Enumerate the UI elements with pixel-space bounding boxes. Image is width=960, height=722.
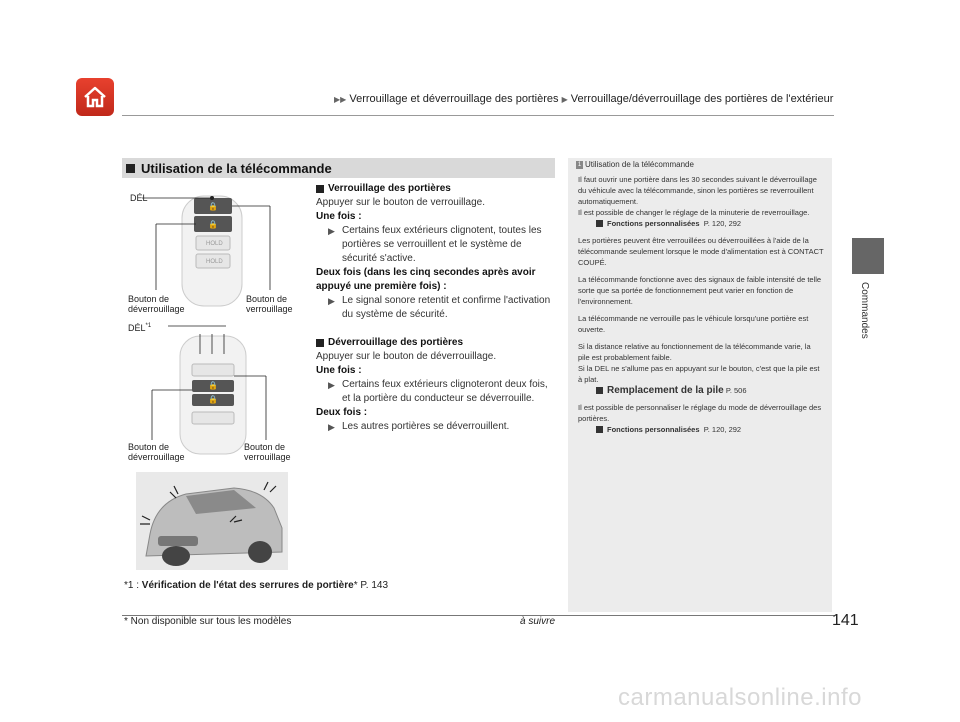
- lock-twice-text: ▶ Le signal sonore retentit et confirme l'activation du système de sécurité.: [328, 295, 551, 320]
- breadcrumb-arrow-icon: ▶▶: [334, 95, 347, 104]
- sidebar-paragraph: La télécommande fonctionne avec des signaux de faible intensité de telle sorte que sa portée de fonctionnement peut varier en fonction de l'environnement.: [578, 275, 822, 306]
- page-number: 141: [832, 612, 859, 629]
- cross-reference[interactable]: Fonctions personnalisées P. 120, 292: [578, 424, 824, 435]
- section-tab-label: Commandes: [859, 282, 870, 339]
- footnote: * Non disponible sur tous les modèles: [124, 616, 292, 627]
- main-instructions: [316, 182, 556, 434]
- footnote-reference: *1 : Vérification de l'état des serrures de portière* P. 143: [124, 580, 389, 591]
- twice-label: Deux fois (dans les cinq secondes après avoir appuyé une première fois) :: [316, 267, 536, 292]
- section-tab-marker[interactable]: [852, 238, 884, 274]
- home-icon: [82, 85, 108, 109]
- reference-icon: [596, 426, 603, 433]
- unlock-button-label: Bouton de déverrouillage: [128, 294, 185, 314]
- sidebar-paragraph: Les portières peuvent être verrouillées ou déverrouillées à l'aide de la télécommande seulement lorsque le mode d'alimentation est à CONTACT COUPÉ.: [578, 236, 824, 267]
- lock-once-text: ▶ Certains feux extérieurs clignotent, toutes les portières se verrouillent et le système de sécurité s'active.: [328, 225, 542, 264]
- square-bullet-icon: [316, 339, 324, 347]
- hold-label: HOLD: [206, 259, 223, 265]
- once-label: Une fois :: [316, 365, 362, 376]
- reference-icon: [596, 220, 603, 227]
- square-bullet-icon: [316, 185, 324, 193]
- lock-button-label: Bouton de verrouillage: [246, 294, 293, 314]
- unlock-intro: Appuyer sur le bouton de déverrouillage.: [316, 351, 497, 362]
- once-label: Une fois :: [316, 211, 362, 222]
- lock-icon: 🔒: [208, 220, 218, 229]
- led-label: DÉL$^{*1}$: [128, 323, 152, 333]
- watermark: carmanualsonline.info: [618, 684, 862, 711]
- lock-icon: 🔒: [208, 395, 218, 404]
- triangle-arrow-icon: ▶: [328, 226, 335, 236]
- continued-label: à suivre: [520, 616, 556, 627]
- section-title-text: Utilisation de la télécommande: [141, 160, 332, 176]
- cross-reference[interactable]: Remplacement de la pile P. 506: [578, 385, 824, 396]
- lock-button-label: Bouton de verrouillage: [244, 442, 291, 462]
- sidebar-paragraph: Il est possible de personnaliser le réglage du mode de déverrouillage des portières. Fonctions personnalisées P. 120, 292: [576, 402, 824, 435]
- lock-intro: Appuyer sur le bouton de verrouillage.: [316, 197, 485, 208]
- triangle-arrow-icon: ▶: [328, 380, 335, 390]
- led-label: DÉL: [130, 193, 148, 203]
- lock-icon: 🔒: [208, 381, 218, 390]
- footnote-page[interactable]: P. 143: [360, 580, 389, 591]
- note-icon: 1: [577, 161, 582, 168]
- unlock-button-label: Bouton de déverrouillage: [128, 442, 185, 462]
- breadcrumb-part-1[interactable]: Verrouillage et déverrouillage des portières: [349, 93, 559, 105]
- hold-label: HOLD: [206, 241, 223, 247]
- header-divider: [122, 115, 834, 116]
- breadcrumb-arrow-icon: ▶: [561, 95, 568, 104]
- reference-icon: [596, 387, 603, 394]
- sidebar-paragraph: Il faut ouvrir une portière dans les 30 secondes suivant le déverrouillage du véhicule avec la télécommande, sinon les portières se reverrouillent automatiquement. Il est possible de changer le réglage de la minuterie de reverrouillage. Fonctions personnalisées P. 120, 292: [576, 174, 824, 229]
- sidebar-notes: [568, 158, 832, 612]
- home-button[interactable]: [76, 78, 114, 116]
- square-bullet-icon: [126, 164, 135, 173]
- triangle-arrow-icon: ▶: [328, 422, 335, 432]
- lock-heading: Verrouillage des portières: [316, 182, 556, 196]
- unlock-once-text: ▶ Certains feux extérieurs clignoteront deux fois, et la portière du conducteur se déverrouille.: [328, 379, 548, 404]
- sidebar-title: 1 Utilisation de la télécommande: [577, 160, 694, 169]
- twice-label: Deux fois :: [316, 407, 368, 418]
- cross-reference[interactable]: Fonctions personnalisées P. 120, 292: [578, 218, 824, 229]
- breadcrumb-part-2[interactable]: Verrouillage/déverrouillage des portières de l'extérieur: [570, 93, 834, 105]
- footnote-link[interactable]: Vérification de l'état des serrures de portière: [141, 580, 354, 591]
- lock-icon: 🔒: [208, 202, 218, 211]
- unlock-heading: Déverrouillage des portières: [316, 336, 556, 350]
- breadcrumb: [334, 93, 833, 105]
- section-title: [122, 158, 555, 178]
- triangle-arrow-icon: ▶: [328, 296, 335, 306]
- sidebar-paragraph: La télécommande ne verrouille pas le véhicule lorsqu'une portière est ouverte.: [578, 314, 809, 334]
- sidebar-paragraph: Si la distance relative au fonctionnement de la télécommande varie, la pile est probablement faible. Si la DEL ne s'allume pas en appuyant sur le bouton, c'est que la pile est à plat. Remplacement de la pile P. 506: [576, 341, 824, 396]
- car-illustration: [136, 472, 288, 570]
- unlock-twice-text: ▶ Les autres portières se déverrouillent.: [328, 421, 510, 432]
